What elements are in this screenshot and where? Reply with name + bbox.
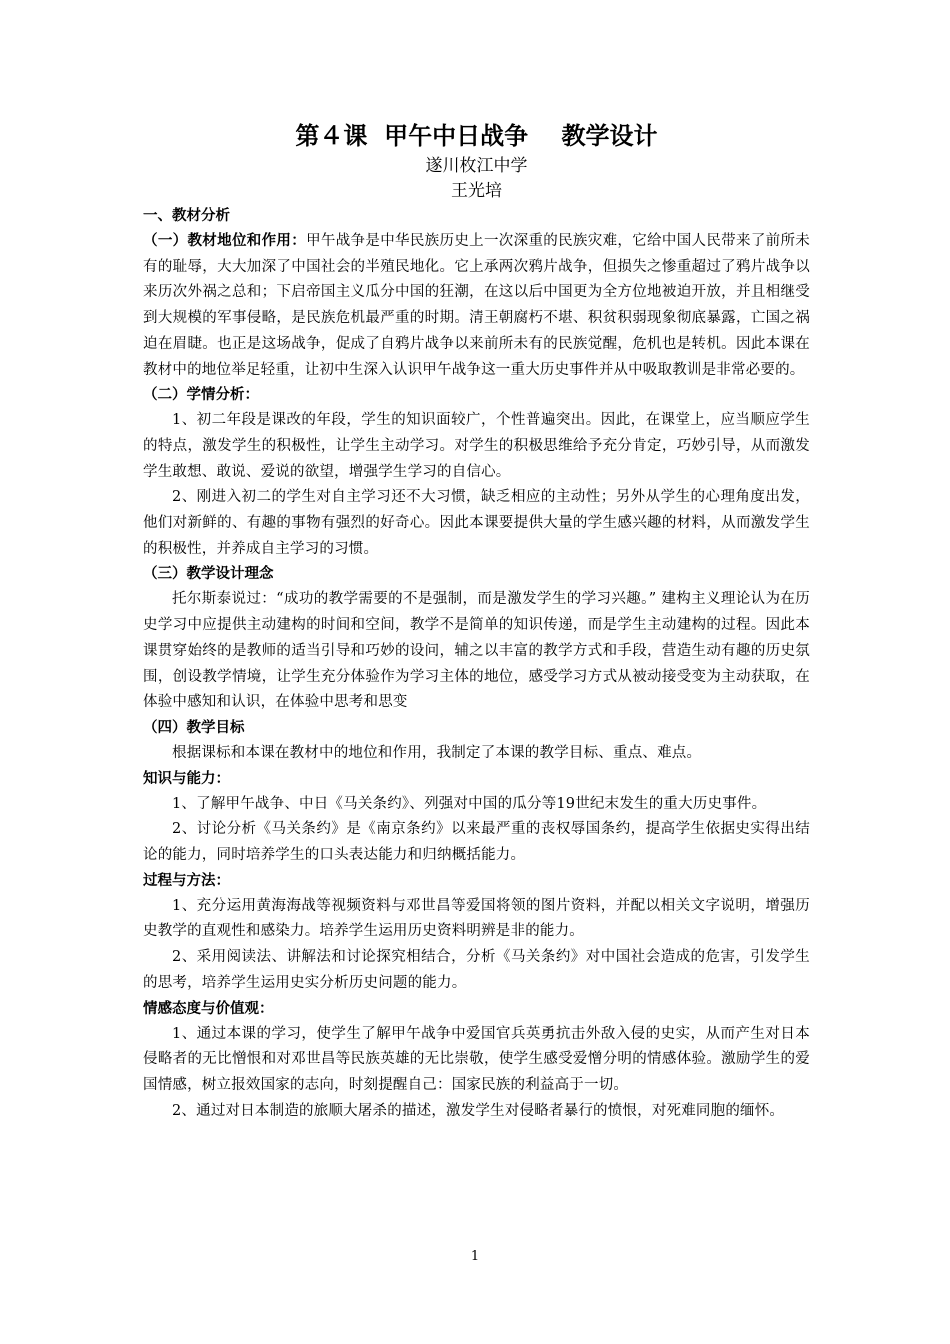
paragraph-method-2: 2、采用阅读法、讲解法和讨论探究相结合，分析《马关条约》对中国社会造成的危害，引发学生的思考，培养学生运用史实分析历史问题的能力。: [143, 949, 810, 991]
subsection-heading-teaching-goals: （四）教学目标: [143, 719, 245, 736]
paragraph-status-and-role-text: 甲午战争是中华民族历史上一次深重的民族灾难，它给中国人民带来了前所未有的耻辱，大大加深了中国社会的半殖民地化。它上承两次鸦片战争，但损失之惨重超过了鸦片战争以来历次外祸之总和；下启帝国主义瓜分中国的狂潮，在这以后中国更为全方位地被迫开放，并且相继受到大规模的军事侵略，是民族危机最严重的时期。清王朝腐朽不堪、积贫积弱现象彻底暴露，亡国之祸迫在眉睫。也正是这场战争，促成了自鸦片战争以来前所未有的民族觉醒，危机也是转机。因此本课在教材中的地位举足轻重，让初中生深入认识甲午战争这一重大历史事件并从中吸取教训是非常必要的。: [143, 233, 810, 378]
subsection-label-status-and-role: （一）教材地位和作用：: [143, 233, 307, 249]
subsection-heading-learner-analysis: （二）学情分析：: [143, 387, 259, 404]
paragraph-values-2: 2、通过对日本制造的旅顺大屠杀的描述，激发学生对侵略者暴行的愤恨，对死难同胞的缅怀。: [172, 1102, 785, 1119]
heading-emotion-values: 情感态度与价值观：: [143, 1000, 274, 1017]
paragraph-knowledge-2: 2、讨论分析《马关条约》是《南京条约》以来最严重的丧权辱国条约，提高学生依据史实得出结论的能力，同时培养学生的口头表达能力和归纳概括能力。: [143, 821, 810, 864]
paragraph-knowledge-1: 1、了解甲午战争、中日《马关条约》、列强对中国的瓜分等19世纪末发生的重大历史事件。: [172, 795, 767, 812]
page-number: 1: [470, 1249, 480, 1264]
author-name: 王光培: [451, 181, 502, 201]
paragraph-status-and-role: [143, 229, 810, 383]
heading-process-method: 过程与方法：: [143, 872, 230, 889]
section-heading-material-analysis: 一、教材分析: [143, 208, 230, 224]
paragraph-learner-1: 1、初二年段是课改的年段，学生的知识面较广，个性普遍突出。因此，在课堂上，应当顺应学生的特点，激发学生的积极性，让学生主动学习。对学生的积极思维给予充分肯定，巧妙引导，从而激发学生敢想、敢说、爱说的欲望，增强学生学习的自信心。: [143, 412, 810, 480]
paragraph-teaching-goals: 根据课标和本课在教材中的地位和作用，我制定了本课的教学目标、重点、难点。: [172, 744, 702, 761]
paragraph-values-1: 1、通过本课的学习，使学生了解甲午战争中爱国官兵英勇抗击外敌入侵的史实，从而产生对日本侵略者的无比憎恨和对邓世昌等民族英雄的无比崇敬，使学生感受爱憎分明的情感体验。激励学生的爱国情感，树立报效国家的志向，时刻提醒自己：国家民族的利益高于一切。: [143, 1025, 810, 1093]
page-title: 第４课 甲午中日战争 教学设计: [295, 122, 658, 150]
heading-knowledge-ability: 知识与能力：: [143, 770, 230, 787]
document-page: [143, 118, 810, 1124]
subsection-heading-design-philosophy: （三）教学设计理念: [143, 566, 274, 583]
school-name: 遂川枚江中学: [425, 156, 528, 176]
paragraph-method-1: 1、充分运用黄海海战等视频资料与邓世昌等爱国将领的图片资料，并配以相关文字说明，增强历史教学的直观性和感染力。培养学生运用历史资料明辨是非的能力。: [143, 897, 810, 940]
paragraph-learner-2: 2、刚进入初二的学生对自主学习还不大习惯，缺乏相应的主动性；另外从学生的心理角度出发，他们对新鲜的、有趣的事物有强烈的好奇心。因此本课要提供大量的学生感兴趣的材料，从而激发学生的积极性，并养成自主学习的习惯。: [143, 489, 810, 557]
paragraph-design-philosophy: 托尔斯泰说过：“成功的教学需要的不是强制，而是激发学生的学习兴趣。” 建构主义理论认为在历史学习中应提供主动建构的时间和空间，教学不是简单的知识传递，而是学生主动建构的过程。因此本课贯穿始终的是教师的适当引导和巧妙的设问，辅之以丰富的教学方式和手段，营造生动有趣的历史氛围，创设教学情境，让学生充分体验作为学习主体的地位，感受学习方式从被动接受变为主动获取，在体验中感知和认识，在体验中思考和思变: [143, 591, 810, 711]
